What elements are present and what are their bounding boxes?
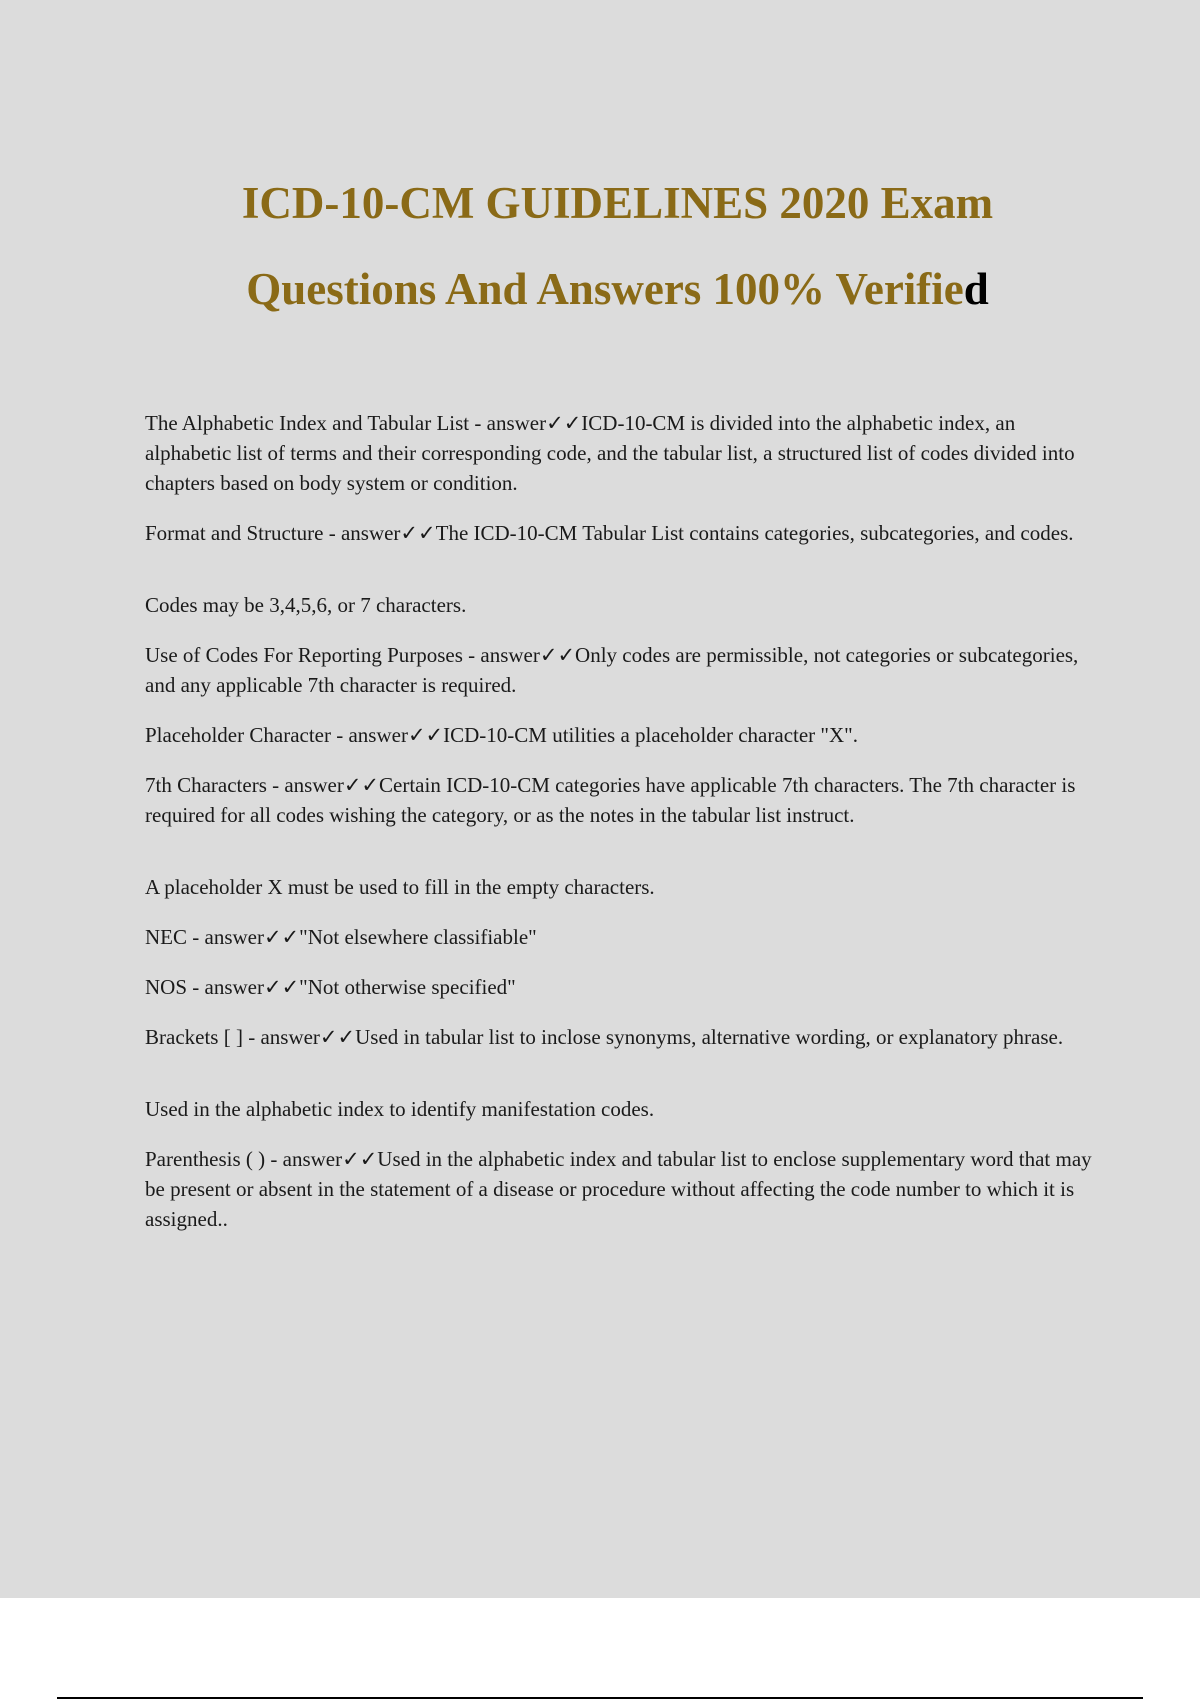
entry-placeholder-x: A placeholder X must be used to fill in the empty characters. — [145, 875, 655, 899]
entry-parenthesis: Parenthesis ( ) - answer✓✓Used in the alphabetic index and tabular list to enclose supplementary word that may be present or absent in the statement of a disease or procedure without affecting the code number to which it is assigned.. — [145, 1147, 1092, 1231]
entry-codes-characters: Codes may be 3,4,5,6, or 7 characters. — [145, 593, 467, 617]
document-body — [145, 408, 1095, 1254]
entry-format-structure: Format and Structure - answer✓✓The ICD-10-CM Tabular List contains categories, subcategories, and codes. — [145, 521, 1074, 545]
title-line-2-last-char: d — [963, 264, 989, 314]
entry-7th-characters: 7th Characters - answer✓✓Certain ICD-10-CM categories have applicable 7th characters. The 7th character is required for all codes wishing the category, or as the notes in the tabular list instruct. — [145, 773, 1076, 827]
bottom-divider — [57, 1697, 1143, 1699]
entry-use-of-codes: Use of Codes For Reporting Purposes - answer✓✓Only codes are permissible, not categories or subcategories, and any applicable 7th character is required. — [145, 643, 1079, 697]
title-line-1: ICD-10-CM GUIDELINES 2020 Exam — [241, 178, 994, 228]
entry-brackets: Brackets [ ] - answer✓✓Used in tabular list to inclose synonyms, alternative wording, or explanatory phrase. — [145, 1025, 1064, 1049]
entry-placeholder-character: Placeholder Character - answer✓✓ICD-10-CM utilities a placeholder character "X". — [145, 723, 858, 747]
entry-manifestation-codes: Used in the alphabetic index to identify manifestation codes. — [145, 1097, 655, 1121]
document-title — [0, 160, 1200, 332]
title-line-2 — [0, 246, 1200, 332]
entry-nec: NEC - answer✓✓"Not elsewhere classifiable" — [145, 925, 537, 949]
entry-nos: NOS - answer✓✓"Not otherwise specified" — [145, 975, 516, 999]
entry-alphabetic-index-tabular-list: The Alphabetic Index and Tabular List - answer✓✓ICD-10-CM is divided into the alphabetic index, an alphabetic list of terms and their corresponding code, and the tabular list, a structured list of codes divided into chapters based on body system or condition. — [145, 411, 1075, 495]
title-line-2-text: Questions And Answers 100% Verifie — [246, 264, 964, 314]
